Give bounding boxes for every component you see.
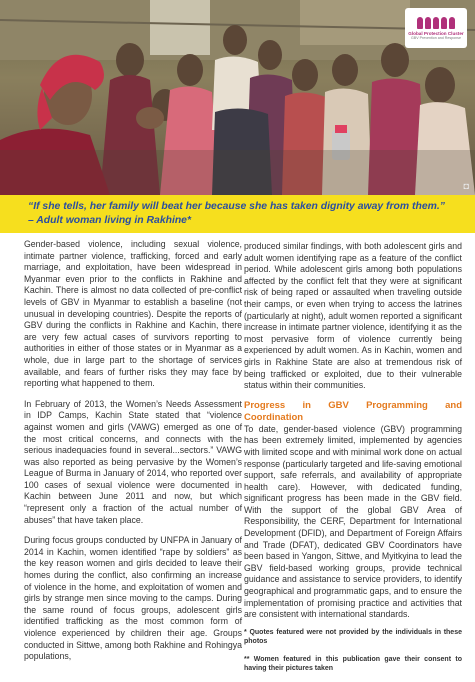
- body-paragraph: During focus groups conducted by UNFPA in January of 2014 in Kachin, women identified “rape by soldiers” as the key reason women and girls decided to leave their homes during the conflict, also confirming an increase of violence in the home, and exploitation of women and girls by strange men since moving to the camps. During the same round of focus groups, adolescent girls identified trafficking as the most common form of violence experienced by children their age. Groups conducted in Sittwe, among both Rakhine and Rohingya populations,: [24, 535, 242, 662]
- quote-banner: [0, 195, 475, 233]
- right-column: [244, 241, 462, 682]
- left-column: [24, 239, 242, 672]
- body-paragraph: Gender-based violence, including sexual violence, intimate partner violence, trafficking, forced and early marriage, and exploitation, have been widespread in Myanmar even prior to the conflicts in Rakhine and Kachin. There is almost no data collected of pre-conflict levels of GBV in Myanmar to establish a baseline (not unusual in developing countries). Despite the reports of GBV during the conflicts in Rakhine and Kachin, there are very few actual cases of survivors reporting to authorities in either of those states or in Myanmar as a whole, due in large part to the shortage of services available, and fears of further risks they may face by reporting what happened to them.: [24, 239, 242, 389]
- footnote-quotes: * Quotes featured were not provided by the individuals in these photos: [244, 628, 462, 645]
- section-heading: Progress in GBV Programming and Coordination: [244, 399, 462, 423]
- camera-icon: ◘: [463, 181, 469, 191]
- pull-quote: [28, 200, 468, 227]
- logo-title: Global Protection Cluster: [408, 30, 464, 36]
- footnote-consent: ** Women featured in this publication gave their consent to having their pictures taken: [244, 655, 462, 672]
- logo-subtitle: GBV Prevention and Response: [411, 35, 461, 40]
- quote-text: “If she tells, her family will beat her because she has taken dignity away from them.”: [28, 201, 445, 212]
- quote-attribution: – Adult woman living in Rakhine*: [28, 214, 191, 226]
- body-paragraph: To date, gender-based violence (GBV) programming has been extremely limited, implemented by agencies with limited scope and with minimal work done on actual response (particularly targeted and life-saving emotional support, safe referrals, and availability of appropriate health care). However, with dedicated funding, significant progress has been made in the GBV field. With the support of the global GBV Area of Responsibility, the CERF, Department for International Development (DFID), and Department of Foreign Affairs and Trade (DFAT), dedicated GBV Coordinators have been based in Yangon, Sittwe, and Myitkyina to lead the GBV field-based working groups, provide technical guidance and assistance to service providers, to identify geographical and programmatic gaps, and to ensure the implementation of promising practice and activities that are consistent with international standards.: [244, 423, 462, 620]
- photo-scene: [0, 0, 475, 195]
- body-paragraph: produced similar findings, with both adolescent girls and adult women identifying rape as a feature of the conflict period. While adolescent girls among both populations affected by the conflict felt that they were at significant risk of being raped or assaulted when traveling outside their camps, or even when trying to access the latrines (particularly at night), adult women reported a significant increase in intimate partner violence, identifying it as the most pervasive form of violence currently being experienced by adult women. As in Kachin, women and girls in Rakhine State are also at tremendous risk of being trafficked or exploited, due to their vulnerable status within their communities.: [244, 241, 462, 391]
- body-paragraph: In February of 2013, the Women’s Needs Assessment in IDP Camps, Kachin State stated that “violence against women and girls (VAWG) emerged as one of the most critical concerns, and connects with the serious inadequacies found in several...sectors.” VAWG was also reported as being pervasive by the Women’s League of Burma in January of 2014, who reported over 100 cases of sexual violence were documented in Kachin between June 2011 and now, but which “represent only a fraction of the actual number of abuses” that have taken place.: [24, 398, 242, 525]
- people-logo-icon: [417, 17, 455, 29]
- header-photo: [0, 0, 475, 195]
- gbv-cluster-logo: [405, 8, 467, 48]
